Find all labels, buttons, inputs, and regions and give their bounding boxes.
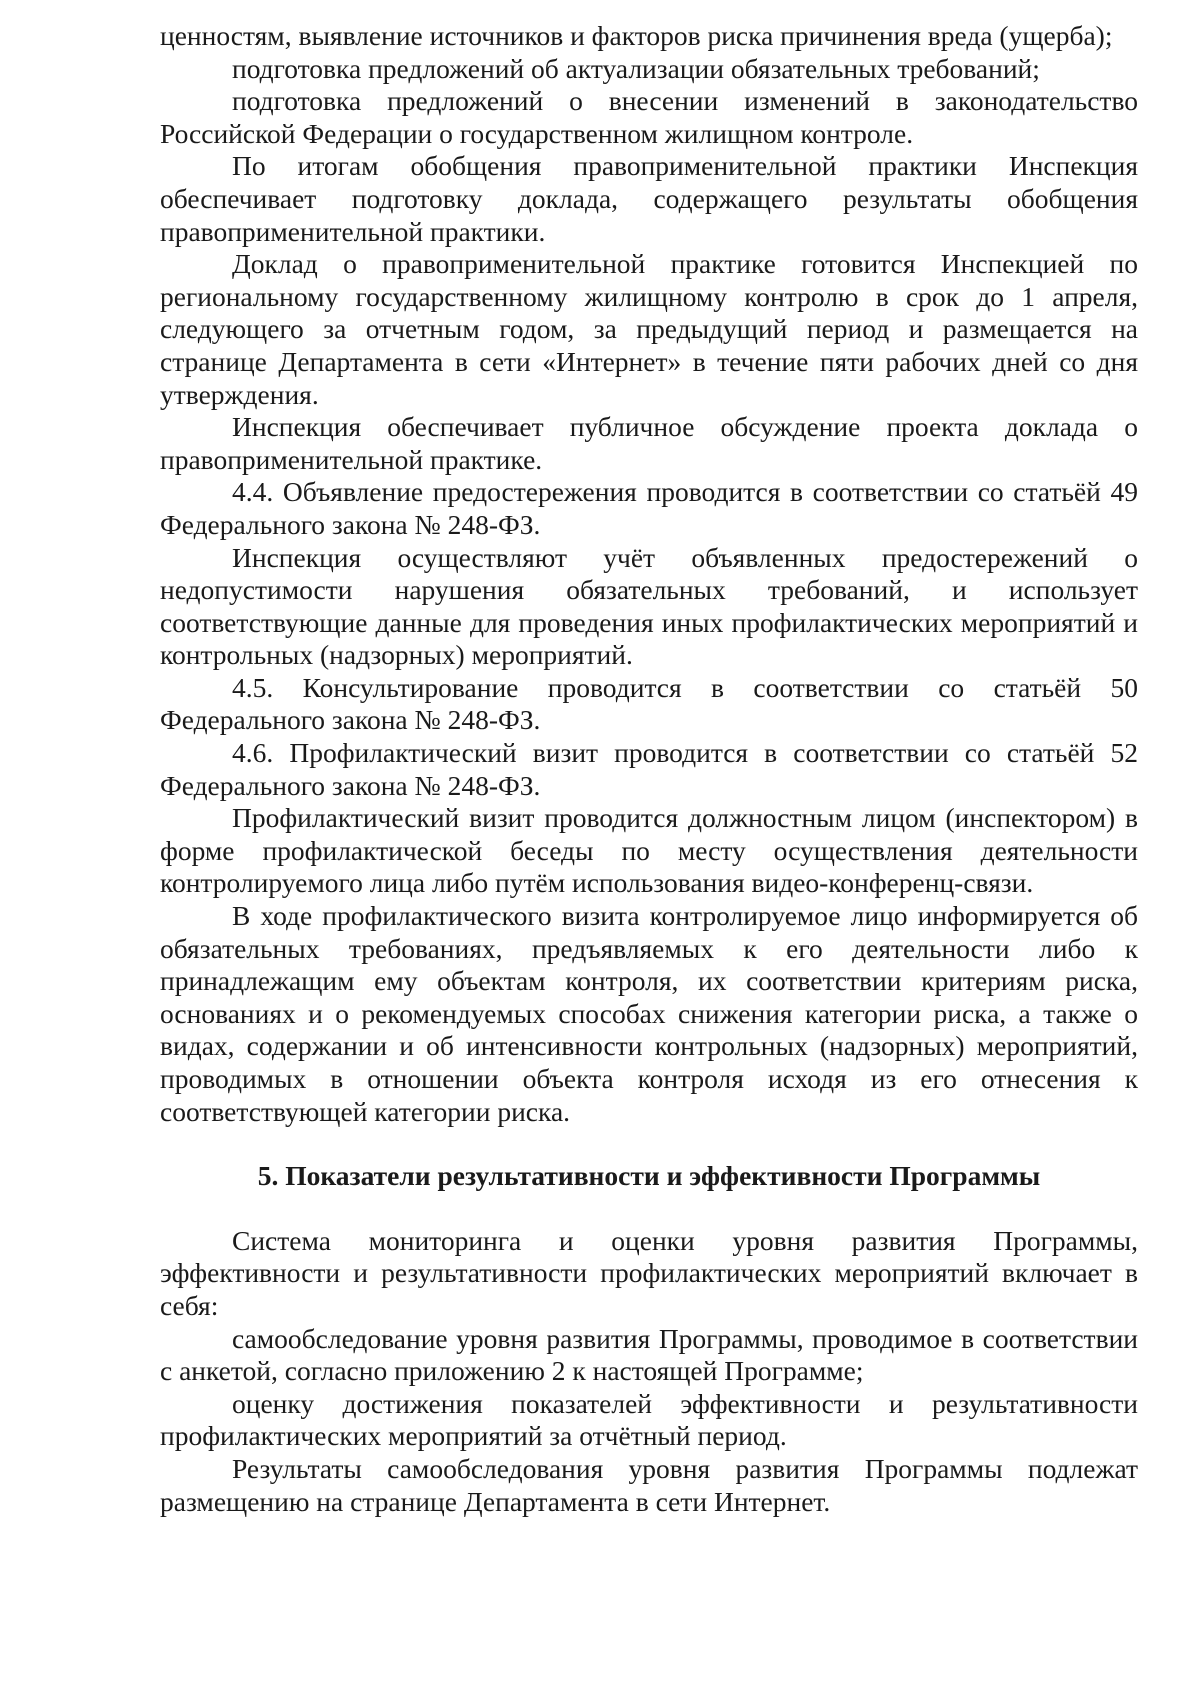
- paragraph: 4.4. Объявление предостережения проводится в соответствии со статьёй 49 Федерального закона № 248-ФЗ.: [160, 476, 1138, 540]
- paragraph: подготовка предложений о внесении изменений в законодательство Российской Федерации о государственном жилищном контроле.: [160, 85, 1138, 149]
- paragraph: Система мониторинга и оценки уровня развития Программы, эффективности и результативности профилактических мероприятий включает в себя:: [160, 1224, 1138, 1321]
- paragraph: Результаты самообследования уровня развития Программы подлежат размещению на странице Департамента в сети Интернет.: [160, 1452, 1138, 1517]
- paragraph-continuation: ценностям, выявление источников и факторов риска причинения вреда (ущерба);: [160, 20, 1113, 51]
- paragraph: По итогам обобщения правоприменительной практики Инспекция обеспечивает подготовку доклада, содержащего результаты обобщения правоприменительной практики.: [160, 150, 1138, 247]
- paragraph: оценку достижения показателей эффективности и результативности профилактических мероприятий за отчётный период.: [160, 1387, 1138, 1452]
- paragraph: Инспекция осуществляют учёт объявленных предостережений о недопустимости нарушения обязательных требований, и использует соответствующие данные для проведения иных профилактических мероприятий и контрольных (надзорных) мероприятий.: [160, 541, 1138, 671]
- paragraph: Инспекция обеспечивает публичное обсуждение проекта доклада о правоприменительной практике.: [160, 411, 1138, 475]
- document-body: [160, 20, 1138, 1518]
- section-heading: 5. Показатели результативности и эффективности Программы: [257, 1160, 1041, 1192]
- paragraph: Доклад о правоприменительной практике готовится Инспекцией по региональному государственному жилищному контролю в срок до 1 апреля, следующего за отчетным годом, за предыдущий период и размещается на странице Департамента в сети «Интернет» в течение пяти рабочих дней со дня утверждения.: [160, 248, 1138, 410]
- paragraph: В ходе профилактического визита контролируемое лицо информируется об обязательных требованиях, предъявляемых к его деятельности либо к принадлежащим ему объектам контроля, их соответствии критериям риска, основаниях и о рекомендуемых способах снижения категории риска, а также о видах, содержании и об интенсивности контрольных (надзорных) мероприятий, проводимых в отношении объекта контроля исходя из его отнесения к соответствующей категории риска.: [160, 900, 1138, 1127]
- paragraph: самообследование уровня развития Программы, проводимое в соответствии с анкетой, согласно приложению 2 к настоящей Программе;: [160, 1322, 1138, 1387]
- paragraph: подготовка предложений об актуализации обязательных требований;: [232, 52, 1040, 84]
- paragraph: 4.5. Консультирование проводится в соответствии со статьёй 50 Федерального закона № 248-ФЗ.: [160, 671, 1138, 736]
- paragraph: Профилактический визит проводится должностным лицом (инспектором) в форме профилактической беседы по месту осуществления деятельности контролируемого лица либо путём использования видео-конференц-связи.: [160, 802, 1138, 899]
- paragraph: 4.6. Профилактический визит проводится в соответствии со статьёй 52 Федерального закона № 248-ФЗ.: [160, 737, 1138, 801]
